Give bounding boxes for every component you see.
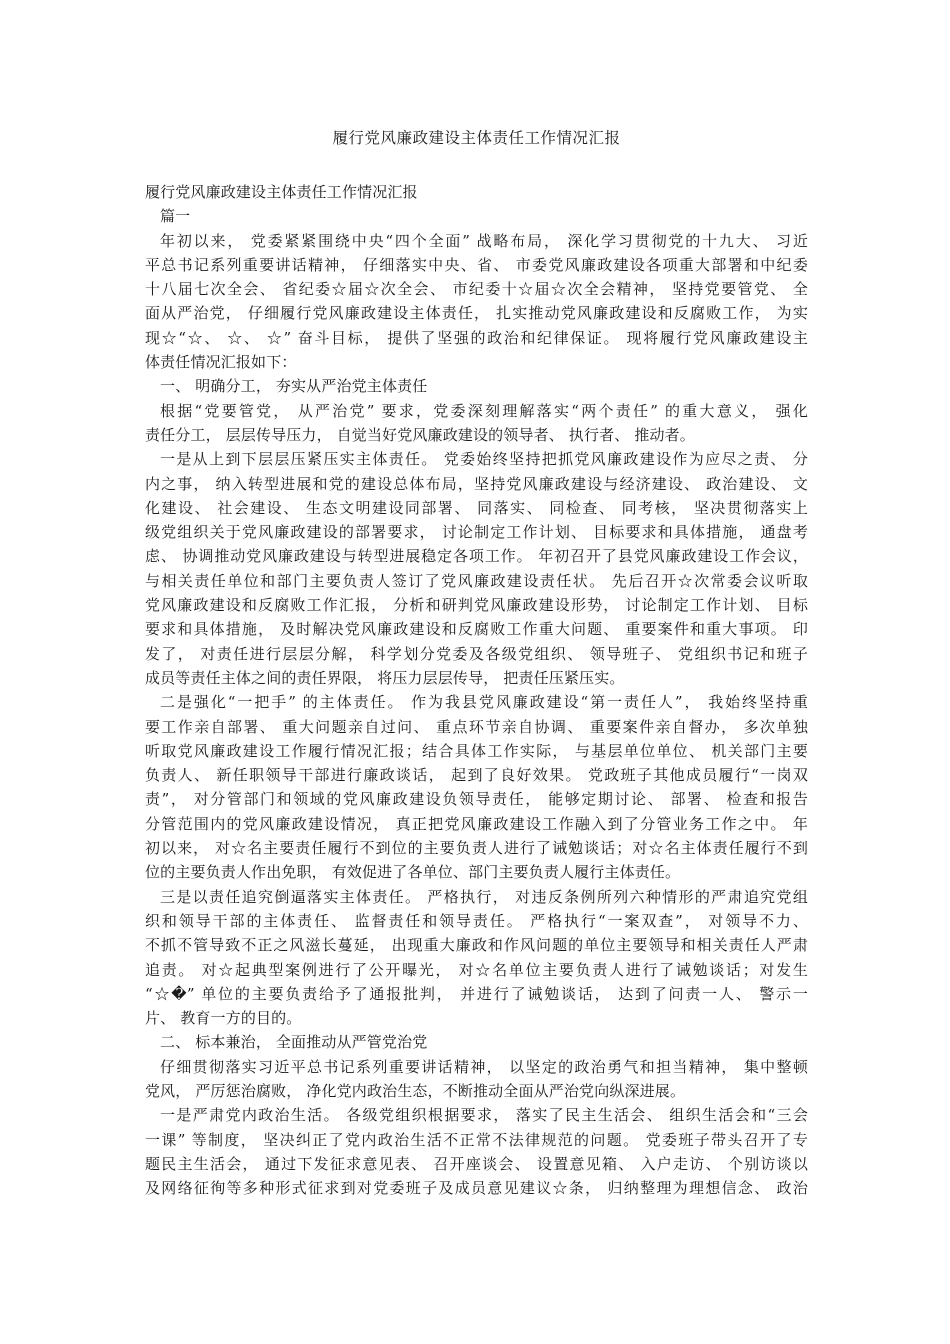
text-line: 发了， 对责任进行层层分解， 科学划分党委及各级党组织、 领导班子、 党组织书记和班子 <box>145 644 808 663</box>
text-line: 现☆“☆、 ☆、 ☆” 奋斗目标， 提供了坚强的政治和纪律保证。 现将履行党风廉政建设主 <box>145 328 808 347</box>
document-title: 履行党风廉政建设主体责任工作情况汇报 <box>332 129 621 147</box>
text-line: 级党组织关于党风廉政建设的部署要求， 讨论制定工作计划、 目标要求和具体措施， 通盘考 <box>145 523 808 542</box>
text-line: 与相关责任单位和部门主要负责人签订了党风廉政建设责任状。 先后召开☆次常委会议听取 <box>145 571 808 590</box>
text-line: 追责。 对☆起典型案例进行了公开曝光， 对☆名单位主要负责人进行了诫勉谈话；对发生 <box>145 960 808 979</box>
text-line: 履行党风廉政建设主体责任工作情况汇报 <box>145 183 418 201</box>
text-line: 面从严治党， 仔细履行党风廉政建设主体责任， 扎实推动党风廉政建设和反腐败工作， 为实 <box>145 304 808 323</box>
text-line: 党风廉政建设和反腐败工作汇报， 分析和研判党风廉政建设形势， 讨论制定工作计划、 目标 <box>145 596 808 615</box>
text-line: 党风， 严厉惩治腐败， 净化党内政治生态，不断推动全面从严治党向纵深进展。 <box>145 1081 686 1100</box>
text-line: 不抓不管导致不正之风滋长蔓延， 出现重大廉政和作风问题的单位主要领导和相关责任人严肃 <box>145 936 808 955</box>
text-line: 二、 标本兼治， 全面推动从严管党治党 <box>160 1033 428 1052</box>
text-line: 负责人、 新任职领导干部进行廉政谈话， 起到了良好效果。 党政班子其他成员履行“一岗双 <box>145 766 808 785</box>
text-line: 成员等责任主体之间的责任界限， 将压力层层传导， 把责任压紧压实。 <box>145 668 625 687</box>
text-line: 及网络征徇等多种形式征求到对党委班子及成员意见建议☆条， 归纳整理为理想信念、 政治 <box>145 1179 808 1198</box>
text-line: 三是以责任追究倒逼落实主体责任。 严格执行， 对违反条例所列六种情形的严肃追究党组 <box>160 887 808 906</box>
text-line: 听取党风廉政建设工作履行情况汇报；结合具体工作实际， 与基层单位单位、 机关部门主要 <box>145 741 808 760</box>
text-line: 化建设、 社会建设、 生态文明建设同部署、 同落实、 同检查、 同考核， 坚决贯彻落实上 <box>145 498 808 517</box>
text-line: 要工作亲自部署、 重大问题亲自过问、 重点环节亲自协调、 重要案件亲自督办， 多次单独 <box>145 717 808 736</box>
text-line: 初以来， 对☆名主要责任履行不到位的主要负责人进行了诫勉谈话；对☆名主体责任履行不到 <box>145 839 808 858</box>
text-line: 责”， 对分管部门和领域的党风廉政建设负领导责任， 能够定期讨论、 部署、 检查和报告 <box>145 790 808 809</box>
text-line: 责任分工， 层层传导压力， 自觉当好党风廉政建设的领导者、 执行者、 推动者。 <box>145 425 695 444</box>
text-line: 一课” 等制度， 坚决纠正了党内政治生活不正常不法律规范的问题。 党委班子带头召开了专 <box>145 1130 808 1149</box>
text-line: 篇一 <box>160 207 191 226</box>
text-line: 虑、 协调推动党风廉政建设与转型进展稳定各项工作。 年初召开了县党风廉政建设工作会议， <box>145 547 808 566</box>
text-line: 位的主要负责人作出免职， 有效促进了各单位、部门主要负责人履行主体责任。 <box>145 863 681 882</box>
document-body <box>145 180 808 1200</box>
text-line: 一是从上到下层层压紧压实主体责任。 党委始终坚持把抓党风廉政建设作为应尽之责、 分 <box>160 450 808 469</box>
document-page <box>145 126 808 1200</box>
text-line: 仔细贯彻落实习近平总书记系列重要讲话精神， 以坚定的政治勇气和担当精神， 集中整顿 <box>160 1057 808 1076</box>
text-line: 年初以来， 党委紧紧围绕中央“四个全面” 战略布局， 深化学习贯彻党的十九大、 习近 <box>160 231 808 250</box>
text-line: 平总书记系列重要讲话精神， 仔细落实中央、省、 市委党风廉政建设各项重大部署和中纪委 <box>145 255 808 274</box>
text-line: 一、 明确分工， 夯实从严治党主体责任 <box>160 377 428 396</box>
text-line: 分管范围内的党风廉政建设情况， 真正把党风廉政建设工作融入到了分管业务工作之中。 年 <box>145 814 808 833</box>
text-line: 内之事， 纳入转型进展和党的建设总体布局，坚持党风廉政建设与经济建设、 政治建设、 文 <box>145 474 808 493</box>
text-line: 根据“党要管党， 从严治党” 要求，党委深刻理解落实“两个责任” 的重大意义， 强化 <box>160 401 808 420</box>
text-line: 要求和具体措施， 及时解决党风廉政建设和反腐败工作重大问题、 重要案件和重大事项。 印 <box>145 620 808 639</box>
text-line: 一是严肃党内政治生活。 各级党组织根据要求， 落实了民主生活会、 组织生活会和“三会 <box>160 1106 808 1125</box>
text-line: 十八届七次全会、 省纪委☆届☆次全会、 市纪委十☆届☆次全会精神， 坚持党要管党、 全 <box>145 280 808 299</box>
text-line: 片、 教育一方的目的。 <box>145 1009 302 1028</box>
text-line: 体责任情况汇报如下： <box>145 353 297 372</box>
text-line: 题民主生活会， 通过下发征求意见表、 召开座谈会、 设置意见箱、 入户走访、 个别访谈以 <box>145 1154 808 1173</box>
text-line: 二是强化“一把手” 的主体责任。 作为我县党风廉政建设“第一责任人”， 我始终坚持重 <box>160 693 808 712</box>
text-line: 织和领导干部的主体责任、 监督责任和领导责任。 严格执行“一案双查”， 对领导不力、 <box>145 911 808 930</box>
text-line: “☆�” 单位的主要负责给予了通报批判， 并进行了诫勉谈话， 达到了问责一人、 警示一 <box>145 984 808 1003</box>
